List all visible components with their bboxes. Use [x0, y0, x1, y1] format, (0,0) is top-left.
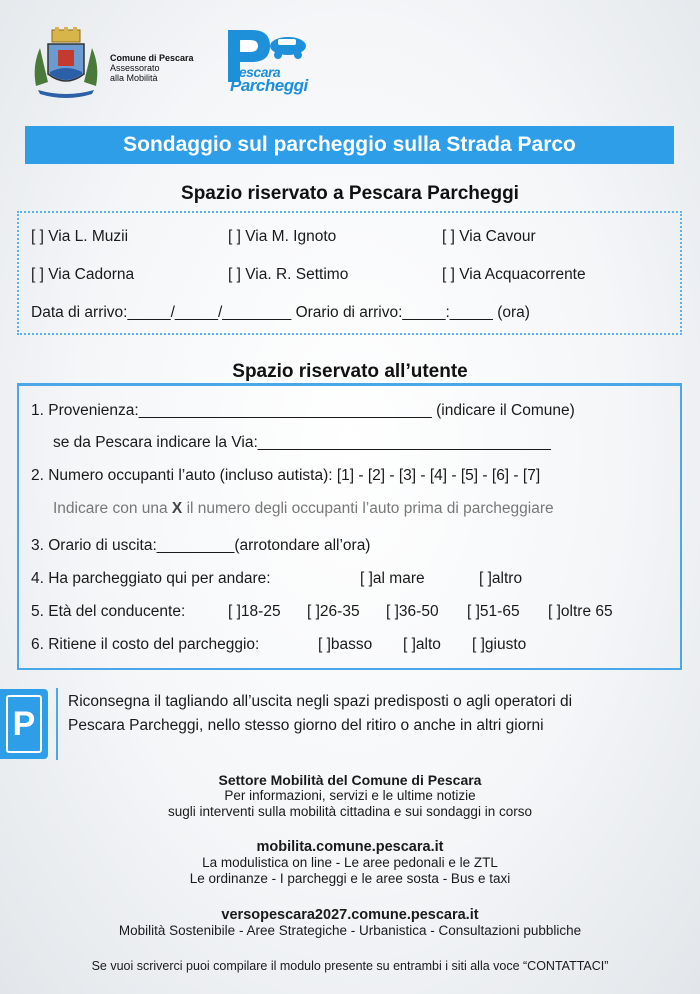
footer-site2-line-1: Mobilità Sostenibile - Aree Strategiche - Urbanistica - Consultazioni pubbliche [118, 923, 582, 938]
parking-sign-letter: P [6, 695, 42, 753]
age-option-26-35[interactable]: [ ]26-35 [307, 603, 360, 620]
footer-site1-line-2: Le ordinanze - I parcheggi e le aree sosta - Bus e taxi [189, 871, 511, 886]
street-option-cavour[interactable]: [ ] Via Cavour [442, 228, 536, 245]
footer-info-1: Per informazioni, servizi e le ultime notizie [224, 788, 476, 803]
age-option-18-25[interactable]: [ ]18-25 [228, 603, 281, 620]
street-option-muzii[interactable]: [ ] Via L. Muzii [31, 228, 129, 245]
street-option-cadorna[interactable]: [ ] Via Cadorna [31, 266, 135, 283]
footer-info-2: sugli interventi sulla mobilità cittadina e sui sondaggi in corso [168, 804, 532, 819]
occupants-hint-mark: X [171, 500, 183, 517]
comune-name: Comune di Pescara [110, 53, 194, 63]
footer-site2-block [0, 907, 700, 939]
department-label: alla Mobilità [110, 73, 158, 83]
occupants-hint-before: Indicare con una [53, 500, 172, 517]
occupants-field[interactable]: 2. Numero occupanti l’auto (incluso autista): [1] - [2] - [3] - [4] - [5] - [6] - [7] [31, 467, 541, 484]
footer-site1-block [0, 839, 700, 887]
footer-info-block [0, 772, 700, 820]
occupants-hint [53, 500, 554, 518]
header [0, 0, 700, 110]
operator-section-heading: Spazio riservato a Pescara Parcheggi [181, 183, 519, 204]
footer-site2-url[interactable]: versopescara2027.comune.pescara.it [221, 907, 479, 923]
survey-title: Sondaggio sul parcheggio sulla Strada Parco [25, 126, 674, 164]
assessorato-label: Assessorato [110, 63, 160, 73]
comune-label [110, 53, 194, 83]
return-notice-line-2: Pescara Parcheggi, nello stesso giorno del ritiro o anche in altri giorni [68, 717, 544, 734]
return-notice-text [68, 690, 688, 738]
street-option-ignoto[interactable]: [ ] Via M. Ignoto [228, 228, 337, 245]
footer-site1-url[interactable]: mobilita.comune.pescara.it [256, 839, 444, 855]
user-section-box [17, 383, 682, 670]
footer-contact: Se vuoi scriverci puoi compilare il modulo presente su entrambi i siti alla voce “CONTATTACI” [91, 959, 609, 973]
age-option-36-50[interactable]: [ ]36-50 [386, 603, 439, 620]
logo-wordmark [230, 64, 308, 95]
arrival-date-time-field[interactable]: Data di arrivo:_____/_____/________ Orario di arrivo:_____:_____ (ora) [31, 304, 530, 321]
logo-line-2: Parcheggi [230, 76, 308, 95]
exit-time-field[interactable]: 3. Orario di uscita:_________(arrotondare all’ora) [31, 537, 371, 554]
cost-label: 6. Ritiene il costo del parcheggio: [31, 636, 260, 653]
logo-line-1: Pescara [230, 64, 281, 80]
footer-site1-line-1: La modulistica on line - Le aree pedonali e le ZTL [202, 855, 498, 870]
occupants-hint-after: il numero degli occupanti l’auto prima di parcheggiare [182, 500, 554, 517]
footer-settore: Settore Mobilità del Comune di Pescara [218, 772, 482, 788]
origin-field[interactable]: 1. Provenienza:__________________________________ (indicare il Comune) [31, 402, 575, 419]
user-section-heading: Spazio riservato all’utente [232, 361, 468, 382]
street-option-acquacorrente[interactable]: [ ] Via Acquacorrente [442, 266, 586, 283]
cost-option-fair[interactable]: [ ]giusto [472, 636, 527, 653]
cost-option-high[interactable]: [ ]alto [403, 636, 441, 653]
return-notice-line-1: Riconsegna il tagliando all’uscita negli spazi predisposti o agli operatori di [68, 693, 573, 710]
purpose-label: 4. Ha parcheggiato qui per andare: [31, 570, 271, 587]
parking-sign-icon [0, 689, 48, 759]
age-label: 5. Età del conducente: [31, 603, 186, 620]
age-option-over-65[interactable]: [ ]oltre 65 [548, 603, 613, 620]
age-option-51-65[interactable]: [ ]51-65 [467, 603, 520, 620]
cost-option-low[interactable]: [ ]basso [318, 636, 373, 653]
street-option-settimo[interactable]: [ ] Via. R. Settimo [228, 266, 349, 283]
purpose-option-sea[interactable]: [ ]al mare [360, 570, 425, 587]
purpose-option-other[interactable]: [ ]altro [479, 570, 523, 587]
city-crest-icon [28, 26, 104, 102]
origin-street-field[interactable]: se da Pescara indicare la Via:__________________________________ [53, 434, 551, 451]
